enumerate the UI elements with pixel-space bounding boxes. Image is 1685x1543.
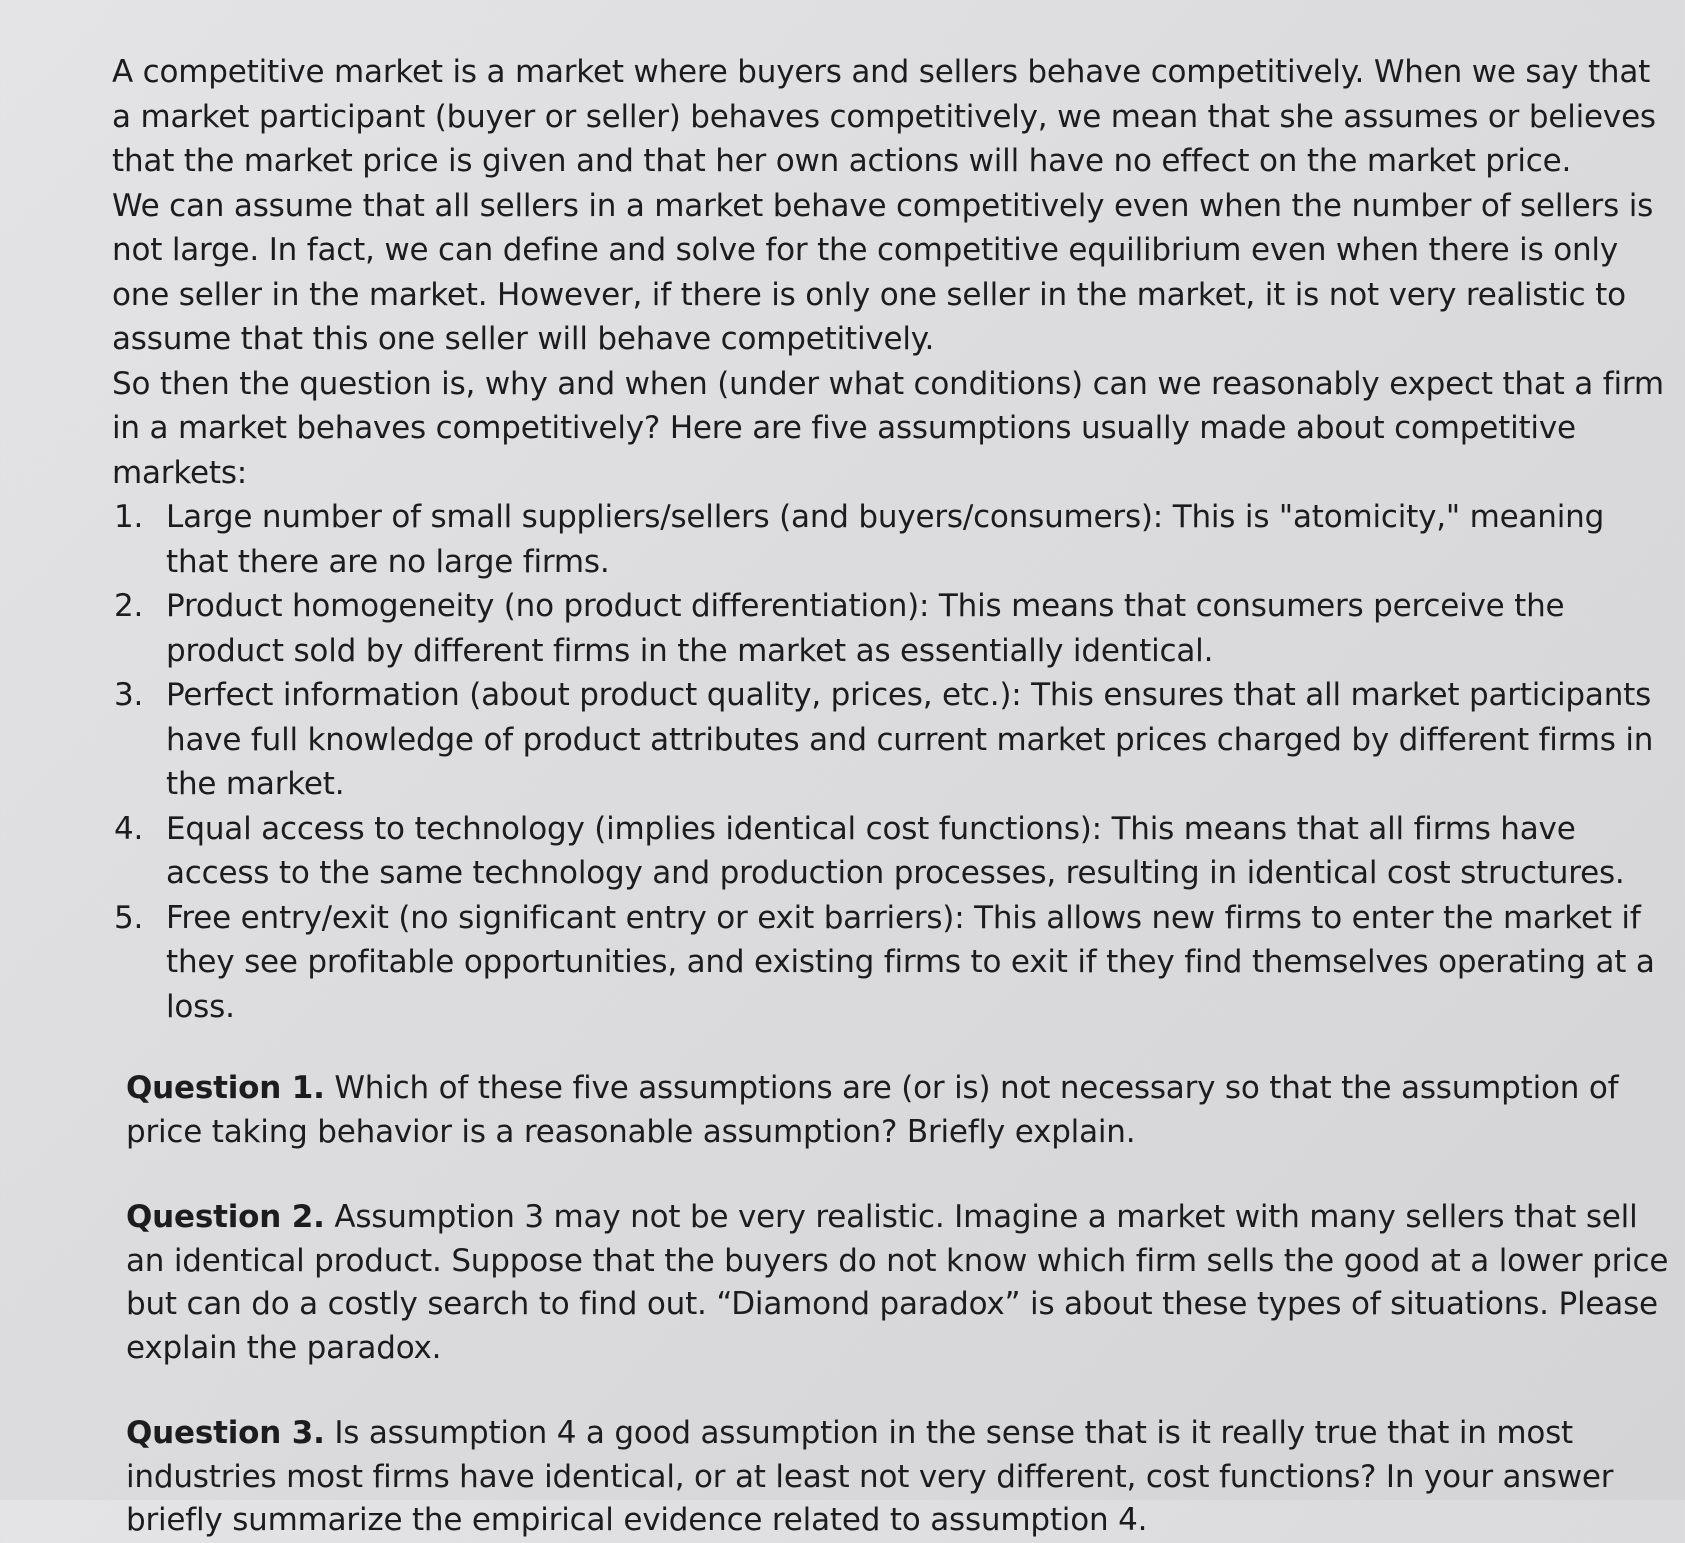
list-item-number: 4. [114, 810, 144, 847]
document-page [112, 50, 1672, 1543]
list-item-text: Large number of small suppliers/sellers (and buyers/consumers): This is "atomicity," meaning that there are no large firms. [166, 499, 1605, 580]
list-item [114, 896, 1672, 1030]
question-label: Question 3. [126, 1415, 325, 1451]
list-item [114, 807, 1672, 896]
list-item-text: Equal access to technology (implies identical cost functions): This means that all firms have access to the same technology and production processes, resulting in identical cost structures. [166, 810, 1625, 891]
question-label: Question 1. [126, 1070, 325, 1106]
question-2 [112, 1196, 1672, 1370]
list-item-text: Free entry/exit (no significant entry or exit barriers): This allows new firms to enter the market if they see profitable opportunities, and existing firms to exit if they find themselves operating at a loss. [166, 899, 1655, 1025]
question-1 [112, 1067, 1672, 1154]
list-item [114, 673, 1672, 807]
list-item [114, 584, 1672, 673]
question-text: Which of these five assumptions are (or is) not necessary so that the assumption of price taking behavior is a reasonable assumption? Briefly explain. [126, 1070, 1619, 1150]
intro-paragraph-3: So then the question is, why and when (under what conditions) can we reasonably expect that a firm in a market behaves competitively? Here are five assumptions usually made about competitive markets: [112, 365, 1664, 491]
question-text: Is assumption 4 a good assumption in the sense that is it really true that in most industries most firms have identical, or at least not very different, cost functions? In your answer briefly summarize the empirical evidence related to assumption 4. [126, 1415, 1614, 1538]
list-item [114, 495, 1672, 584]
list-item-text: Perfect information (about product quality, prices, etc.): This ensures that all market participants have full knowledge of product attributes and current market prices charged by different firms in the market. [166, 677, 1654, 802]
intro-paragraph-2: We can assume that all sellers in a market behave competitively even when the number of sellers is not large. In fact, we can define and solve for the competitive equilibrium even when there is only one seller in the market. However, if there is only one seller in the market, it is not very realistic to assume that this one seller will behave competitively. [112, 187, 1654, 357]
list-item-number: 1. [114, 499, 144, 535]
list-item-text: Product homogeneity (no product differentiation): This means that consumers perceive the product sold by different firms in the market as essentially identical. [166, 588, 1565, 669]
list-item-number: 3. [114, 677, 144, 713]
list-item-number: 5. [114, 899, 144, 936]
question-3 [112, 1412, 1672, 1543]
list-item-number: 2. [114, 588, 144, 624]
intro-paragraph-1: A competitive market is a market where buyers and sellers behave competitively. When we say that a market participant (buyer or seller) behaves competitively, we mean that she assumes or believes that the market price is given and that her own actions will have no effect on the market price. [112, 54, 1656, 179]
question-text: Assumption 3 may not be very realistic. Imagine a market with many sellers that sell an identical product. Suppose that the buyers do not know which firm sells the good at a lower price but can do a costly search to find out. “Diamond paradox” is about these types of situations. Please explain the paradox. [126, 1199, 1669, 1366]
assumptions-list [112, 495, 1672, 1029]
question-label: Question 2. [126, 1199, 325, 1235]
